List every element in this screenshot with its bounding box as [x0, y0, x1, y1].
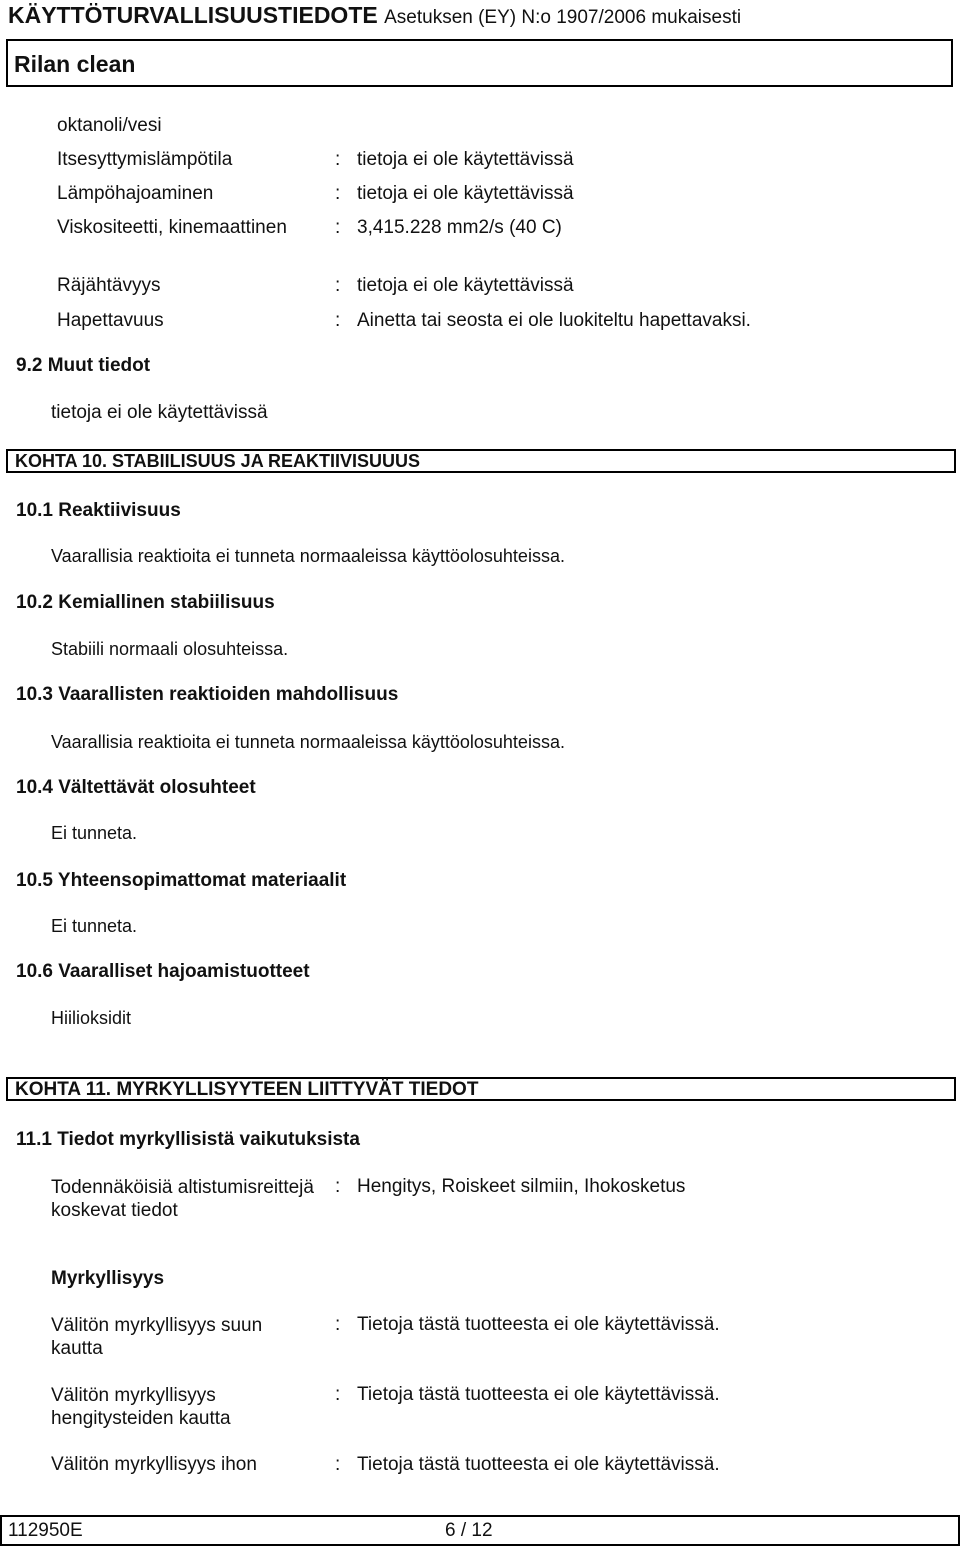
prop-label: Viskositeetti, kinemaattinen	[57, 217, 287, 238]
exposure-sep: :	[335, 1176, 341, 1197]
prop-sep: :	[335, 310, 341, 331]
subsection-heading: 9.2 Muut tiedot	[16, 355, 151, 376]
prop-value: 3,415.228 mm2/s (40 C)	[357, 217, 562, 238]
subsection-heading: 10.2 Kemiallinen stabiilisuus	[16, 592, 275, 613]
subsection-text: Ei tunneta.	[51, 823, 138, 843]
subsection-heading: 10.4 Vältettävät olosuhteet	[16, 777, 256, 798]
subsection-heading: 10.3 Vaarallisten reaktioiden mahdollisuus	[16, 684, 399, 705]
prop-label: Itsesyttymislämpötila	[57, 149, 233, 170]
subsection-heading: 10.6 Vaaralliset hajoamistuotteet	[16, 961, 310, 982]
toxicity-heading: Myrkyllisyys	[51, 1268, 165, 1289]
prop-value: Ainetta tai seosta ei ole luokiteltu hapettavaksi.	[357, 310, 751, 331]
product-box	[6, 39, 953, 87]
prop-sep: :	[335, 217, 341, 238]
toxicity-value: Tietoja tästä tuotteesta ei ole käytettävissä.	[357, 1314, 720, 1335]
toxicity-label: Välitön myrkyllisyys ihon	[51, 1454, 257, 1475]
subsection-text: Stabiili normaali olosuhteissa.	[51, 639, 289, 659]
regulation-text: Asetuksen (EY) N:o 1907/2006 mukaisesti	[384, 7, 742, 28]
exposure-value: Hengitys, Roiskeet silmiin, Ihokosketus	[357, 1176, 686, 1197]
section-10-title: KOHTA 10. STABIILISUUS JA REAKTIIVISUUUS	[15, 451, 421, 471]
subsection-text: Hiilioksidit	[51, 1008, 132, 1028]
prop-value: tietoja ei ole käytettävissä	[357, 275, 574, 296]
section-11-title: KOHTA 11. MYRKYLLISYYTEEN LIITTYVÄT TIEDOT	[15, 1079, 479, 1100]
prop-sep: :	[335, 275, 341, 296]
toxicity-sep: :	[335, 1454, 341, 1475]
prop-label: Lämpöhajoaminen	[57, 183, 214, 204]
subsection-text: Vaarallisia reaktioita ei tunneta normaaleissa käyttöolosuhteissa.	[51, 546, 565, 566]
exposure-label: Todennäköisiä altistumisreittejä koskevat tiedot	[51, 1177, 314, 1221]
document-type: KÄYTTÖTURVALLISUUSTIEDOTE	[8, 2, 378, 28]
prop-value: tietoja ei ole käytettävissä	[357, 183, 574, 204]
prop-sep: :	[335, 149, 341, 170]
toxicity-sep: :	[335, 1384, 341, 1405]
page-number: 6 / 12	[445, 1520, 493, 1541]
subsection-heading: 10.5 Yhteensopimattomat materiaalit	[16, 870, 347, 891]
subsection-heading: 10.1 Reaktiivisuus	[16, 500, 181, 521]
toxicity-value: Tietoja tästä tuotteesta ei ole käytettävissä.	[357, 1454, 720, 1475]
subsection-text: Ei tunneta.	[51, 916, 138, 936]
prop-label: Hapettavuus	[57, 310, 164, 331]
document-title	[8, 2, 741, 29]
subsection-text: tietoja ei ole käytettävissä	[51, 402, 268, 423]
subsection-heading: 11.1 Tiedot myrkyllisistä vaikutuksista	[16, 1129, 360, 1150]
product-name: Rilan clean	[14, 51, 136, 77]
subsection-text: Vaarallisia reaktioita ei tunneta normaaleissa käyttöolosuhteissa.	[51, 732, 565, 752]
product-code: 112950E	[8, 1520, 83, 1541]
prop-sep: :	[335, 183, 341, 204]
toxicity-sep: :	[335, 1314, 341, 1335]
toxicity-label: Välitön myrkyllisyys hengitysteiden kautta	[51, 1385, 231, 1429]
octanol-label: oktanoli/vesi	[57, 115, 162, 136]
prop-value: tietoja ei ole käytettävissä	[357, 149, 574, 170]
prop-label: Räjähtävyys	[57, 275, 161, 296]
toxicity-value: Tietoja tästä tuotteesta ei ole käytettävissä.	[357, 1384, 720, 1405]
toxicity-label: Välitön myrkyllisyys suun kautta	[51, 1315, 263, 1359]
